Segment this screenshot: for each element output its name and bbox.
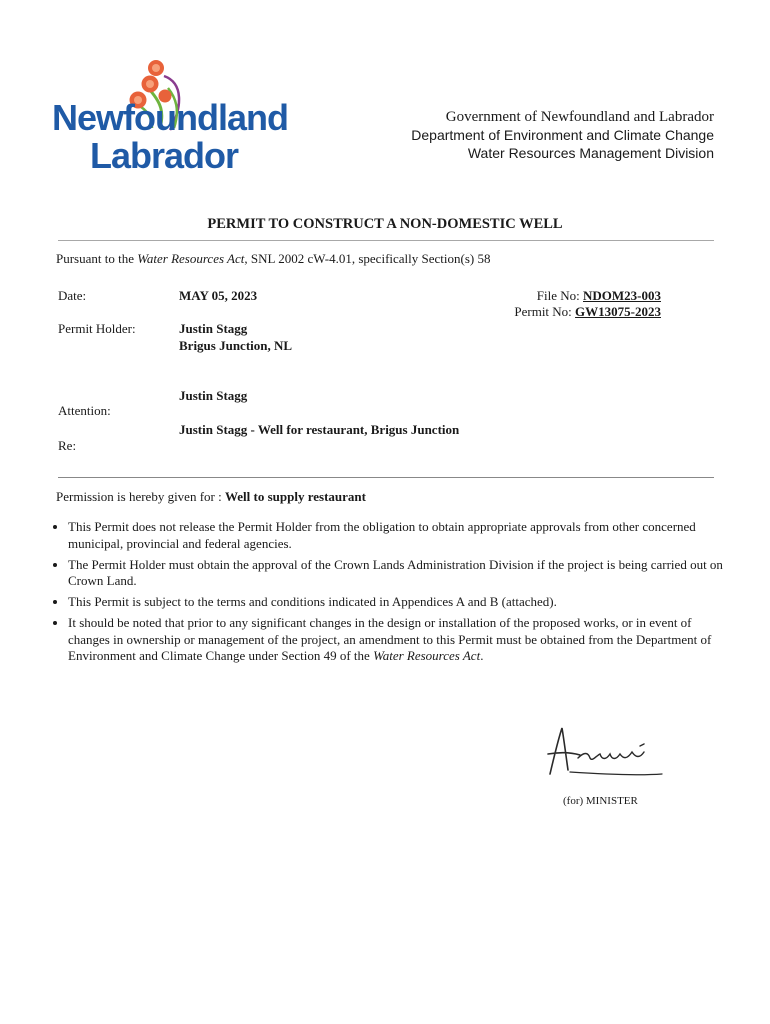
signature-caption: (for) MINISTER bbox=[563, 795, 638, 807]
permit-no-label: Permit No: bbox=[514, 304, 576, 319]
condition-text: It should be noted that prior to any significant changes in the design or installation of the proposed works, or in event of changes in ownership or management of the project, an amendment to this Permit must be obtained from the Department of Environment and Climate Change under Section 49 of the bbox=[68, 615, 712, 663]
condition-item: • This Permit is subject to the terms and conditions indicated in Appendices A and B (attached). bbox=[68, 594, 728, 611]
logo-wordmark-line2: Labrador bbox=[90, 135, 239, 176]
condition-item: • This Permit does not release the Permit Holder from the obligation to obtain appropriate approvals from other concerned municipal, provincial and federal agencies. bbox=[68, 519, 728, 552]
re-label: Re: bbox=[58, 438, 77, 453]
re-value: Justin Stagg - Well for restaurant, Brigus Junction bbox=[179, 422, 460, 437]
permission-prefix: Permission is hereby given for : bbox=[56, 489, 225, 504]
file-number-row bbox=[514, 288, 661, 304]
condition-item: • The Permit Holder must obtain the approval of the Crown Lands Administration Division if the project is being carried out on Crown Land. bbox=[68, 557, 728, 590]
header-government: Government of Newfoundland and Labrador bbox=[445, 109, 714, 125]
date-value: MAY 05, 2023 bbox=[179, 288, 258, 303]
attention-label: Attention: bbox=[58, 403, 111, 418]
file-no-label: File No: bbox=[536, 288, 583, 303]
pursuant-suffix: , SNL 2002 cW-4.01, specifically Section(s) 58 bbox=[244, 251, 491, 266]
pursuant-act: Water Resources Act bbox=[137, 251, 245, 266]
file-numbers bbox=[514, 288, 661, 320]
condition-act: Water Resources Act bbox=[373, 648, 481, 663]
permission-purpose: Well to supply restaurant bbox=[224, 489, 366, 504]
permit-holder-location: Brigus Junction, NL bbox=[179, 338, 293, 353]
section-divider bbox=[58, 477, 714, 478]
pursuant-prefix: Pursuant to the bbox=[56, 251, 138, 266]
condition-item bbox=[68, 615, 728, 665]
pursuant-statement bbox=[56, 251, 490, 267]
title-divider bbox=[58, 240, 714, 241]
permit-no-value: GW13075-2023 bbox=[575, 304, 661, 319]
permission-statement bbox=[56, 489, 366, 505]
province-logo bbox=[52, 58, 288, 176]
file-no-value: NDOM23-003 bbox=[583, 288, 661, 303]
date-label: Date: bbox=[58, 288, 87, 303]
logo-wordmark-line1: Newfoundland bbox=[52, 97, 288, 138]
header-division: Water Resources Management Division bbox=[467, 145, 714, 161]
header-department: Department of Environment and Climate Change bbox=[411, 127, 714, 143]
document-title: PERMIT TO CONSTRUCT A NON-DOMESTIC WELL bbox=[207, 216, 563, 232]
condition-end: . bbox=[480, 648, 484, 663]
permit-number-row bbox=[514, 304, 661, 320]
permit-holder-label: Permit Holder: bbox=[58, 321, 136, 336]
attention-value: Justin Stagg bbox=[179, 388, 248, 403]
permit-holder-name: Justin Stagg bbox=[179, 321, 248, 336]
minister-signature bbox=[540, 722, 670, 784]
permit-conditions bbox=[54, 519, 728, 669]
